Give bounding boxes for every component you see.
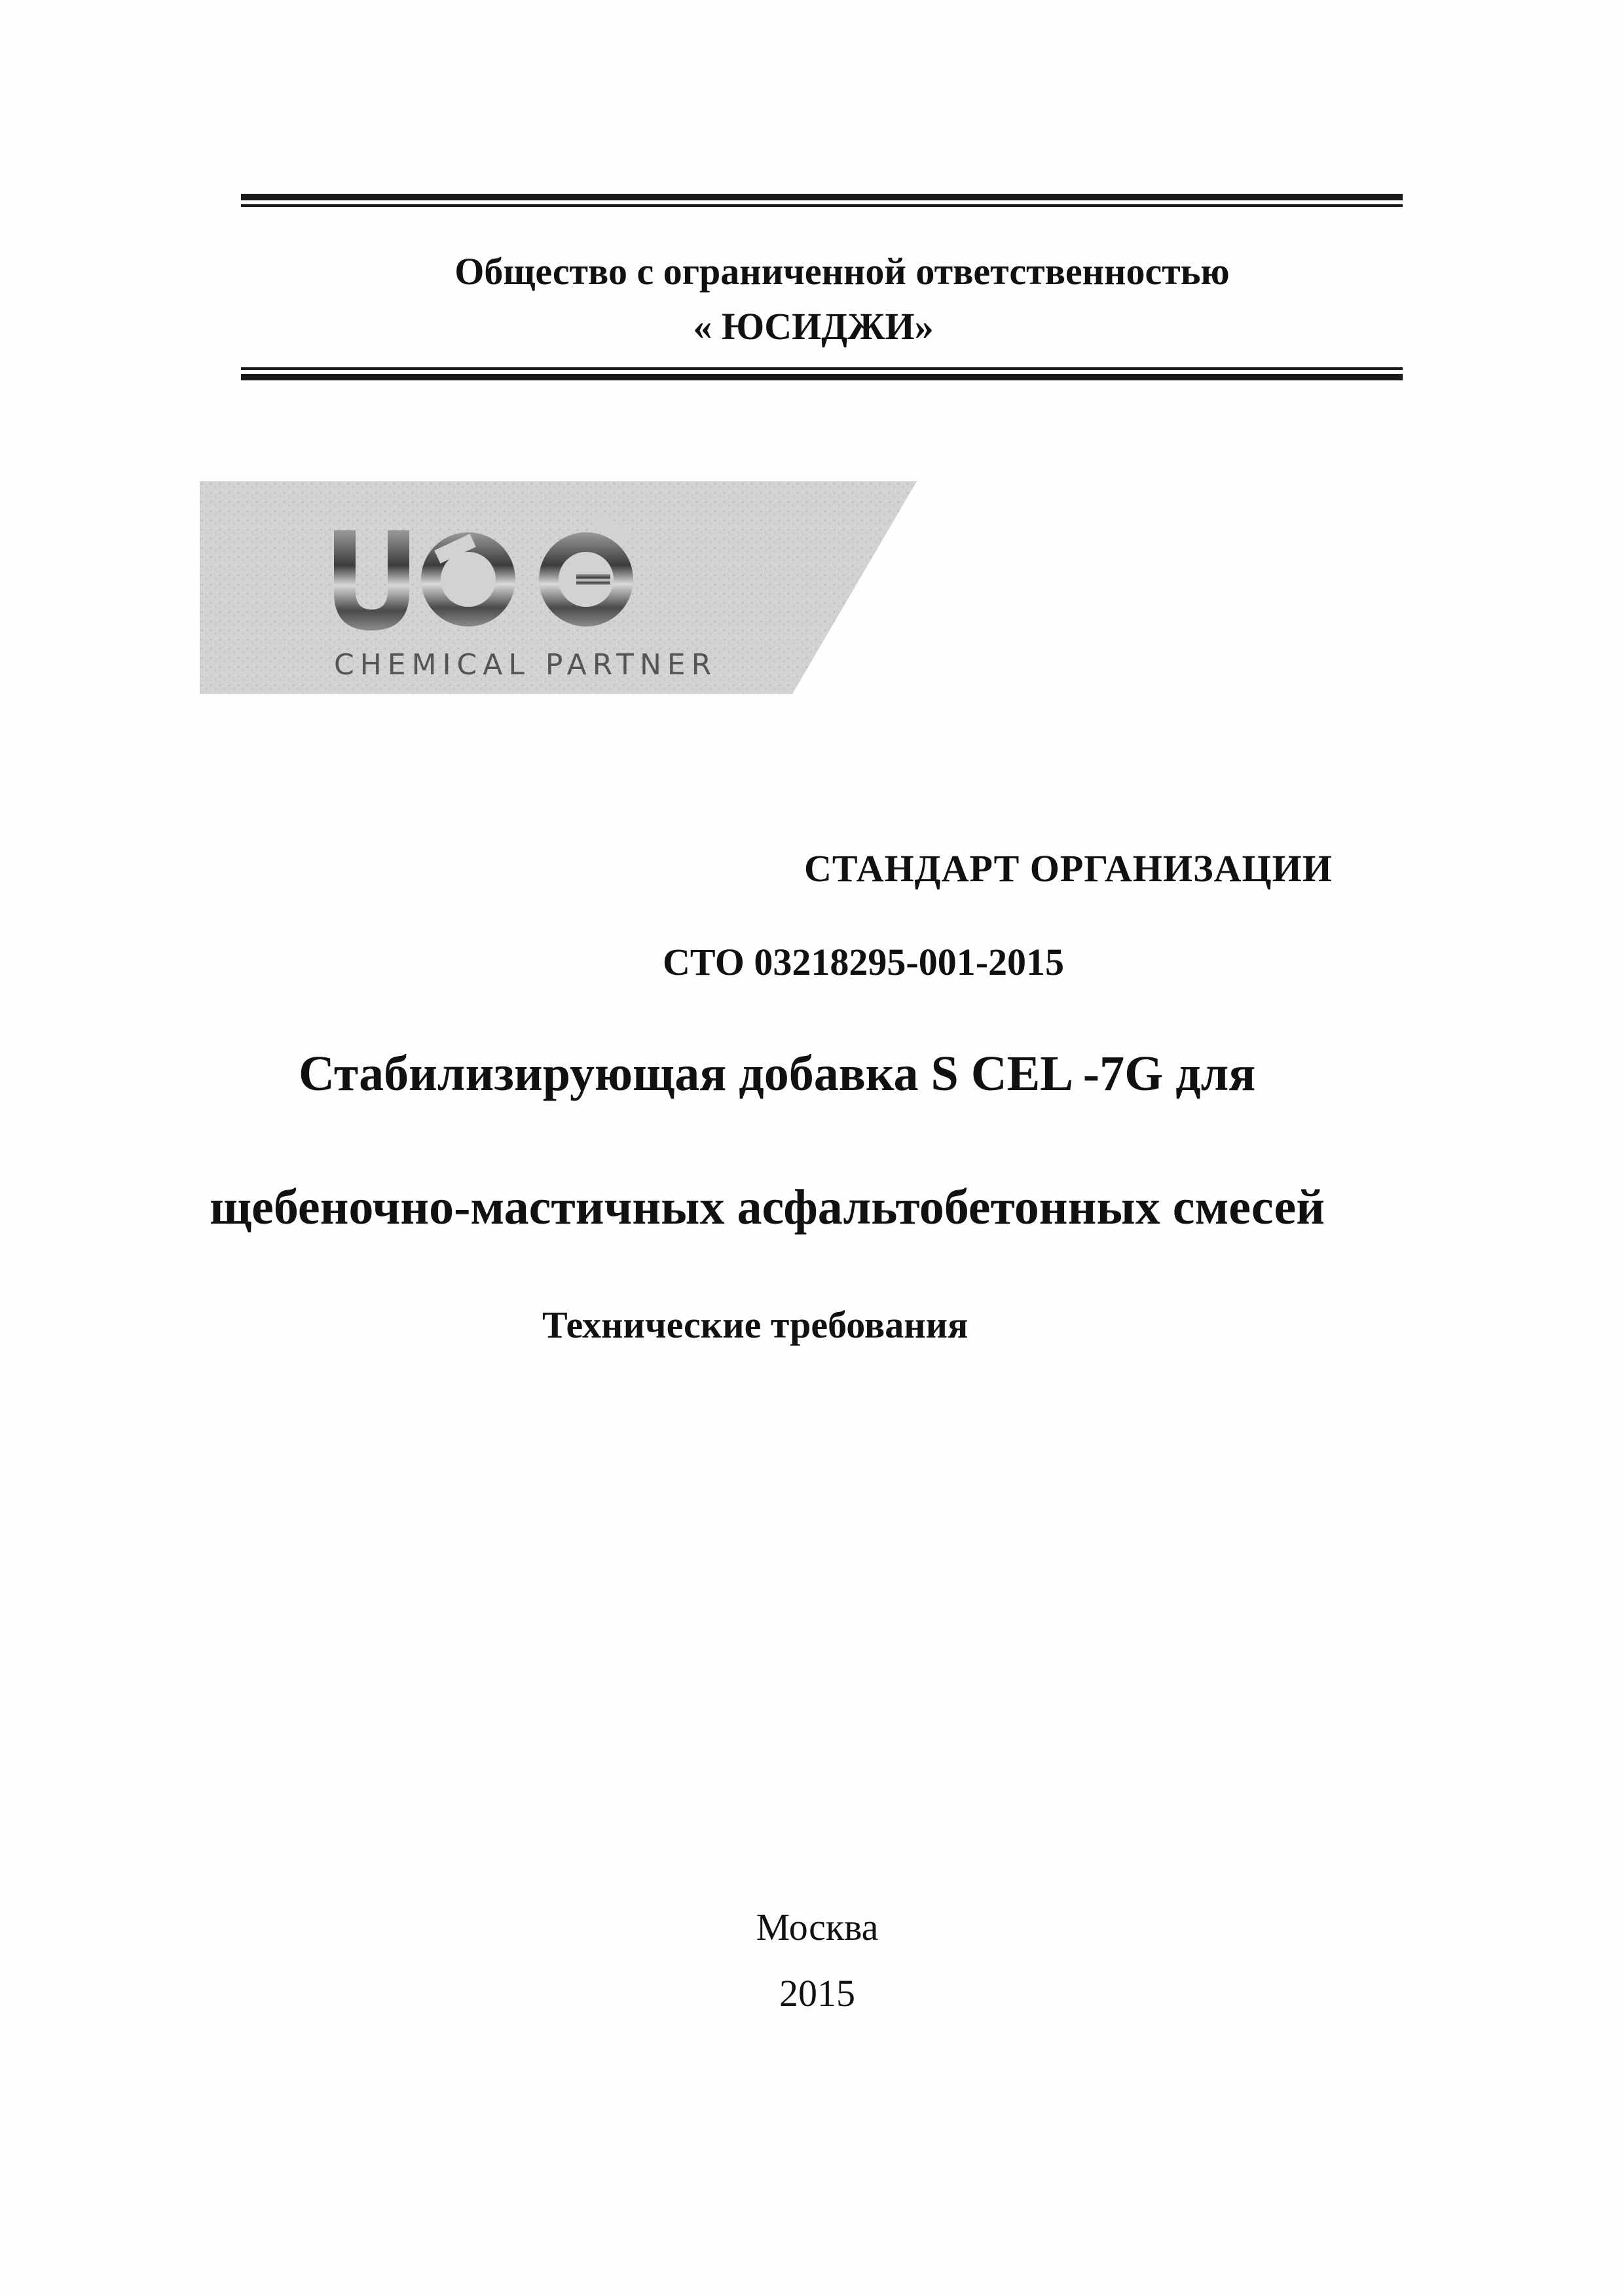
organization-name: Общество с ограниченной ответственностью (454, 250, 1230, 293)
publication-city: Москва (756, 1906, 879, 1948)
organization-short-name: « ЮСИДЖИ» (693, 305, 934, 348)
logo-caption: CHEMICAL PARTNER (334, 648, 718, 682)
header-bottom-rule (241, 367, 1403, 380)
header-top-rule (241, 194, 1403, 207)
standard-kind: СТАНДАРТ ОРГАНИЗАЦИИ (804, 847, 1333, 890)
standard-code: СТО 03218295-001-2015 (663, 941, 1065, 983)
publication-year: 2015 (779, 1972, 855, 2014)
document-subtitle: Технические требования (542, 1303, 969, 1346)
document-title-line-1: Стабилизирующая добавка S CEL -7G для (299, 1046, 1256, 1101)
document-title-line-2: щебеночно-мастичных асфальтобетонных смесей (210, 1180, 1325, 1235)
